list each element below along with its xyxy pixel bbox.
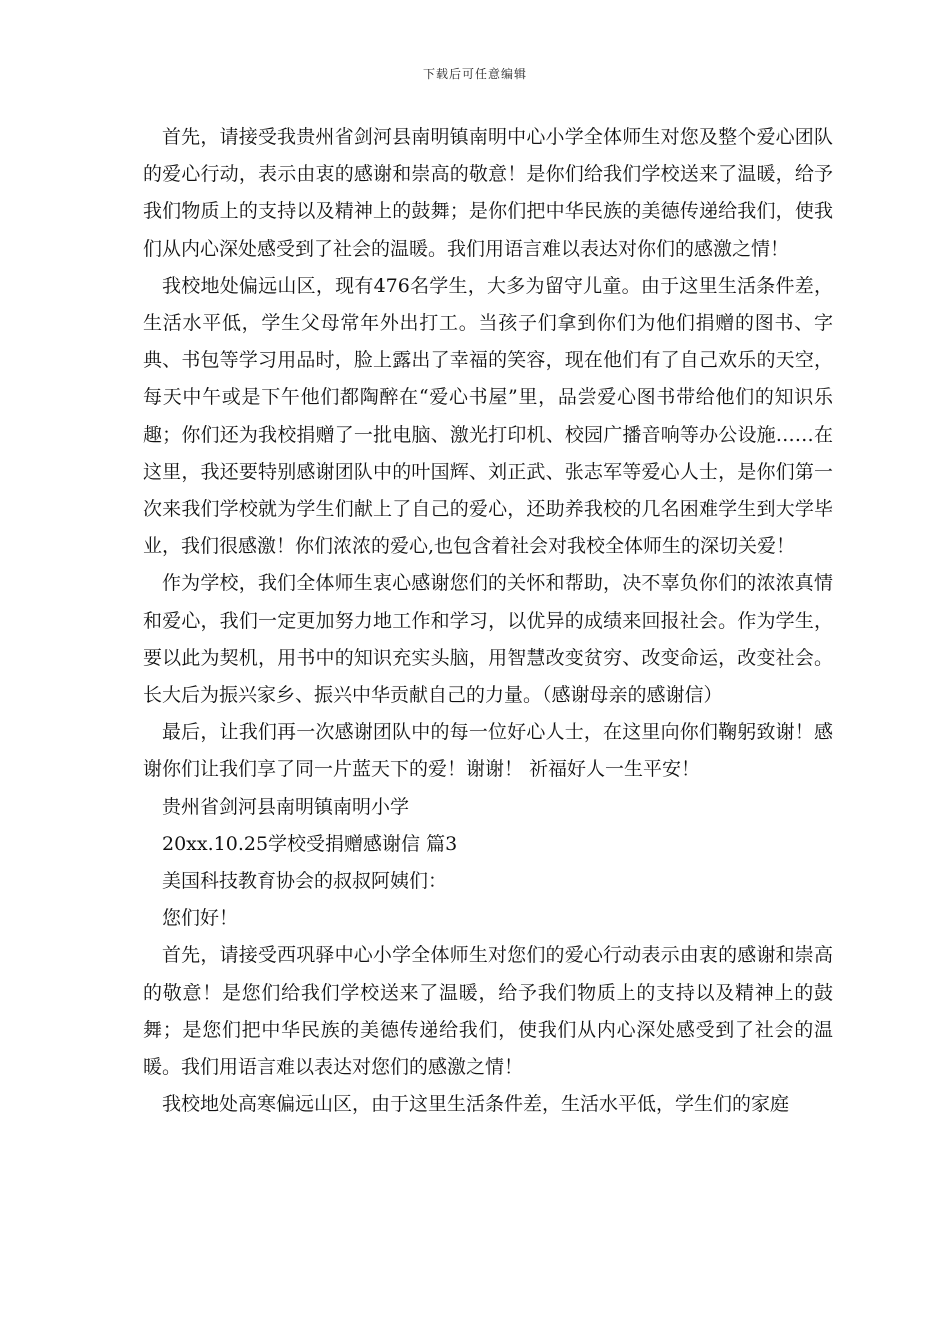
paragraph-closing-thanks: 最后，让我们再一次感谢团队中的每一位好心人士，在这里向你们鞠躬致谢！感谢你们让我们享了同一片蓝天下的爱！谢谢！ 祈福好人一生平安！ <box>143 721 833 781</box>
paragraph-thanks-intro-2: 首先，请接受西巩驿中心小学全体师生对您们的爱心行动表示由衷的感谢和崇高的敬意！是您们给我们学校送来了温暖，给予我们物质上的支持以及精神上的鼓舞；是您们把中华民族的美德传递给我们，使我们从内心深处感受到了社会的温暖。我们用语言难以表达对您们的感激之情！ <box>143 944 833 1079</box>
document-body <box>143 119 833 1123</box>
greeting: 您们好！ <box>162 907 239 930</box>
page-header: 下载后可任意编辑 <box>422 67 527 81</box>
paragraph-school-situation: 我校地处偏远山区，现有476名学生，大多为留守儿童。由于这里生活条件差，生活水平低，学生父母常年外出打工。当孩子们拿到你们为他们捐赠的图书、字典、书包等学习用品时，脸上露出了幸福的笑容，现在他们有了自己欢乐的天空，每天中午或是下午他们都陶醉在“爱心书屋”里，品尝爱心图书带给他们的知识乐趣；你们还为我校捐赠了一批电脑、激光打印机、校园广播音响等办公设施……在这里，我还要特别感谢团队中的叶国辉、刘正武、张志军等爱心人士，是你们第一次来我们学校就为学生们献上了自己的爱心，还助养我校的几名困难学生到大学毕业，我们很感激！你们浓浓的爱心,也包含着社会对我校全体师生的深切关爱！ <box>143 274 833 558</box>
paragraph-school-commitment: 作为学校，我们全体师生衷心感谢您们的关怀和帮助，决不辜负你们的浓浓真情和爱心，我们一定更加努力地工作和学习，以优异的成绩来回报社会。作为学生，要以此为契机，用书中的知识充实头脑，用智慧改变贫穷、改变命运，改变社会。长大后为振兴家乡、振兴中华贡献自己的力量。（感谢母亲的感谢信） <box>143 572 833 707</box>
salutation: 美国科技教育协会的叔叔阿姨们： <box>162 870 448 893</box>
section-title: 20xx.10.25学校受捐赠感谢信 篇3 <box>162 832 458 855</box>
paragraph-thanks-intro: 首先，请接受我贵州省剑河县南明镇南明中心小学全体师生对您及整个爱心团队的爱心行动，表示由衷的感谢和崇高的敬意！是你们给我们学校送来了温暖，给予我们物质上的支持以及精神上的鼓舞；是你们把中华民族的美德传递给我们，使我们从内心深处感受到了社会的温暖。我们用语言难以表达对你们的感激之情！ <box>143 126 833 260</box>
paragraph-school-situation-2: 我校地处高寒偏远山区，由于这里生活条件差，生活水平低，学生们的家庭 <box>162 1093 790 1116</box>
signature: 贵州省剑河县南明镇南明小学 <box>162 795 410 818</box>
